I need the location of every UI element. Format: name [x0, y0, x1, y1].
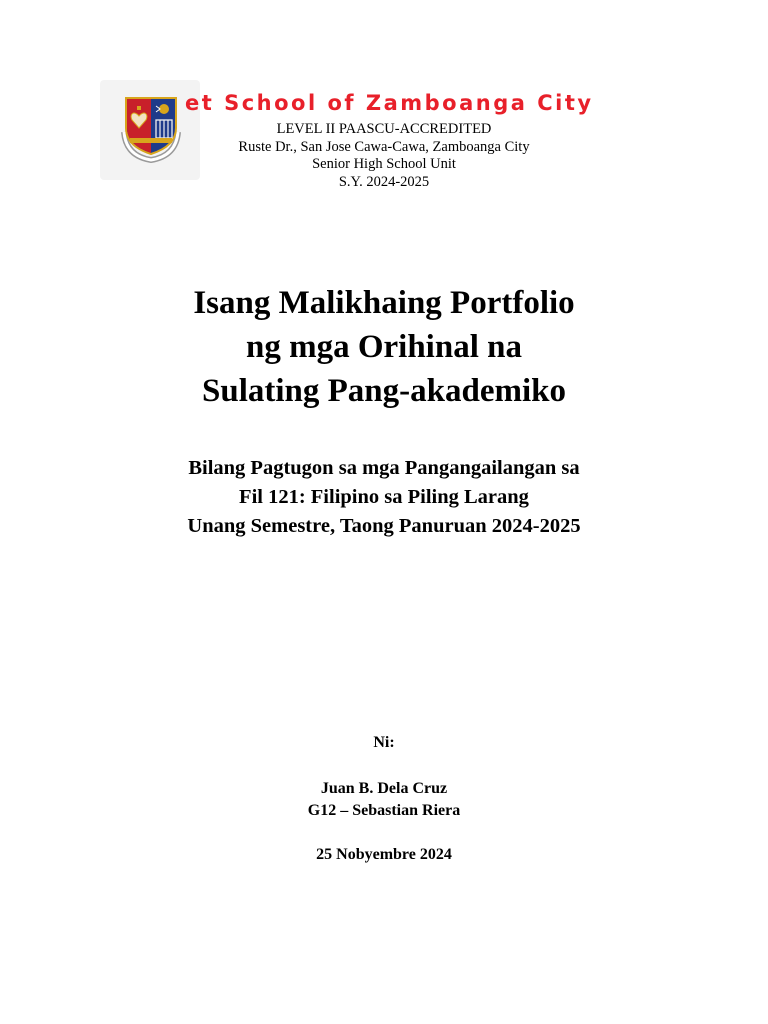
author-section: G12 – Sebastian Riera [307, 802, 461, 819]
school-name: et School of Zamboanga City [185, 91, 594, 115]
accreditation-line: LEVEL II PAASCU-ACCREDITED [276, 121, 492, 137]
school-unit: Senior High School Unit [312, 156, 456, 172]
subtitle-line-2: Fil 121: Filipino sa Piling Larang [239, 486, 529, 508]
title-line-1: Isang Malikhaing Portfolio [193, 285, 575, 321]
author-name: Juan B. Dela Cruz [320, 780, 448, 797]
byline-label: Ni: [373, 734, 395, 751]
document-header [0, 0, 768, 200]
document-date: 25 Nobyembre 2024 [316, 846, 452, 863]
title-line-3: Sulating Pang-akademiko [202, 373, 566, 409]
document-subtitle [0, 454, 768, 541]
subtitle-line-1: Bilang Pagtugon sa mga Pangangailangan sa [188, 457, 580, 479]
title-line-2: ng mga Orihinal na [246, 329, 522, 365]
school-year: S.Y. 2024-2025 [338, 173, 430, 190]
subtitle-line-3: Unang Semestre, Taong Panuruan 2024-2025 [187, 515, 581, 537]
school-address: Ruste Dr., San Jose Cawa-Cawa, Zamboanga City [238, 138, 530, 155]
document-title [0, 281, 768, 413]
